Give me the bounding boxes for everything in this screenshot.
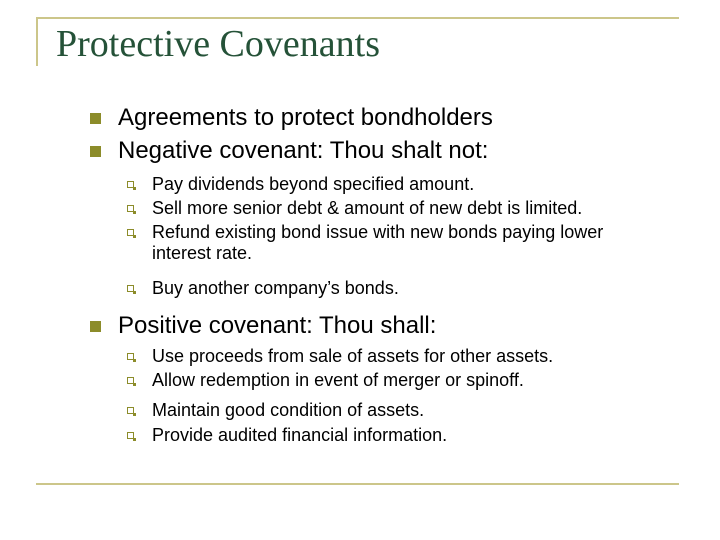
positive-item-redemption: Allow redemption in event of merger or spinoff. [152,370,524,390]
positive-item-use-proceeds: Use proceeds from sale of assets for other assets. [152,346,554,366]
hollow-square-bullet-icon [127,353,134,360]
bullet-negative-covenant: Negative covenant: Thou shalt not: [118,137,489,164]
bottom-rule [36,483,679,485]
negative-item-refund: Refund existing bond issue with new bonds paying lower [152,222,604,242]
positive-item-maintain-assets: Maintain good condition of assets. [152,400,425,420]
negative-item-buy-bonds: Buy another company’s bonds. [152,278,399,298]
slide-title: Protective Covenants [56,23,380,65]
hollow-square-bullet-icon [127,407,134,414]
bullet-agreements: Agreements to protect bondholders [118,104,493,131]
hollow-square-bullet-icon [127,229,134,236]
square-bullet-icon [90,146,101,157]
hollow-square-bullet-icon [127,205,134,212]
square-bullet-icon [90,113,101,124]
square-bullet-icon [90,321,101,332]
hollow-square-bullet-icon [127,432,134,439]
negative-item-dividends: Pay dividends beyond specified amount. [152,174,475,194]
negative-item-senior-debt: Sell more senior debt & amount of new debt is limited. [152,198,583,218]
hollow-square-bullet-icon [127,377,134,384]
top-rule [36,17,679,19]
positive-item-audited-info: Provide audited financial information. [152,425,448,445]
hollow-square-bullet-icon [127,285,134,292]
hollow-square-bullet-icon [127,181,134,188]
left-rule [36,17,38,66]
negative-item-refund-continued: interest rate. [152,243,253,263]
bullet-positive-covenant: Positive covenant: Thou shall: [118,312,437,339]
